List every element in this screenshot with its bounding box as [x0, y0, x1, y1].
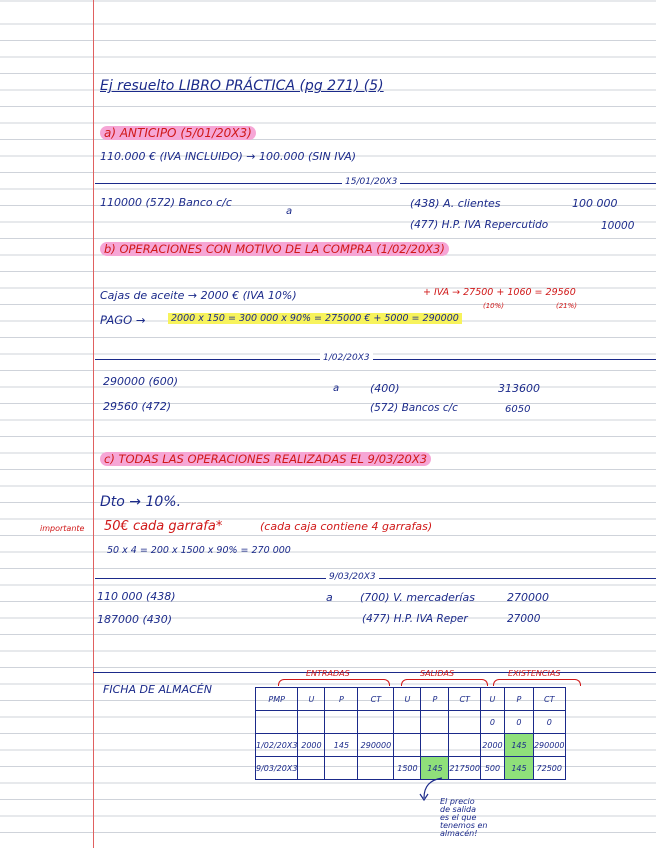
section-c-row1-left: 110 000 (438): [97, 590, 176, 603]
ficha-note-line: El precio: [440, 797, 475, 806]
ficha-cell: 500: [480, 757, 504, 780]
section-c-heading: [100, 452, 431, 466]
section-a-debit: 110000 (572) Banco c/c: [100, 196, 232, 209]
ficha-header-cell: CT: [449, 688, 481, 711]
section-b-date-rule: [95, 359, 656, 360]
ficha-cell: 1/02/20X3: [256, 734, 298, 757]
ficha-header-cell: P: [325, 688, 358, 711]
section-b-row1-a: a: [333, 383, 340, 394]
ficha-cell: 290000: [533, 734, 565, 757]
section-b-row1-left: 290000 (600): [103, 375, 179, 388]
ficha-group-salidas: SALIDAS: [420, 669, 455, 678]
section-c-row1-right: (700) V. mercaderías: [360, 591, 475, 604]
section-b-heading: [100, 242, 449, 256]
ficha-note-line: tenemos en: [440, 821, 488, 830]
section-b-iva-sub2: (21%): [556, 302, 578, 310]
ficha-cell: [449, 711, 481, 734]
section-c-row2-right: (477) H.P. IVA Reper: [362, 613, 468, 625]
ficha-header-cell: U: [298, 688, 325, 711]
importante-label: importante: [40, 524, 85, 533]
section-c-row2-amount: 27000: [507, 613, 541, 625]
section-a-credit2-amount: 10000: [601, 220, 635, 232]
ficha-header-cell: P: [421, 688, 449, 711]
section-a-heading-text: a) ANTICIPO (5/01/20X3): [100, 126, 256, 140]
ficha-header-cell: P: [504, 688, 533, 711]
section-a-credit1: (438) A. clientes: [410, 197, 501, 210]
ficha-cell: 0: [480, 711, 504, 734]
section-b-pago-calc-wrap: [168, 313, 462, 324]
ficha-cell: 72500: [533, 757, 565, 780]
ficha-cell: [325, 711, 358, 734]
section-a-line1: 110.000 € (IVA INCLUIDO) → 100.000 (SIN IVA): [100, 150, 357, 163]
section-c-garrafa: 50€ cada garrafa*: [104, 519, 223, 534]
section-a-a-sign: a: [286, 206, 293, 217]
ficha-group-entradas: ENTRADAS: [306, 669, 350, 678]
section-c-row2-left: 187000 (430): [97, 613, 173, 626]
section-b-row1-right: 313600: [498, 382, 540, 395]
ficha-cell-highlight: 145: [504, 734, 533, 757]
ficha-header-cell: CT: [358, 688, 394, 711]
ficha-cell: 290000: [358, 734, 394, 757]
ficha-cell: 0: [504, 711, 533, 734]
section-b-row2-mid: (572) Bancos c/c: [370, 402, 458, 414]
section-a-credit2: (477) H.P. IVA Repercutido: [410, 219, 549, 231]
ficha-cell: [298, 711, 325, 734]
section-c-date: 9/03/20X3: [326, 572, 379, 582]
section-b-row2-right: 6050: [505, 404, 531, 415]
ficha-table: [255, 687, 566, 780]
ficha-rule: [93, 672, 656, 673]
ficha-cell: 9/03/20X3: [256, 757, 298, 780]
ficha-cell: 217500: [449, 757, 481, 780]
section-b-row1-mid: (400): [370, 382, 400, 395]
section-c-calc: 50 x 4 = 200 x 1500 x 90% = 270 000: [107, 545, 291, 556]
ficha-cell: 0: [533, 711, 565, 734]
ficha-header-cell: U: [480, 688, 504, 711]
section-b-heading-text: b) OPERACIONES CON MOTIVO DE LA COMPRA (1/02/20X3): [100, 242, 449, 256]
section-a-heading: [100, 126, 256, 140]
salidas-brace: [401, 679, 488, 686]
section-a-date: 15/01/20X3: [342, 177, 400, 187]
ficha-header-cell: CT: [533, 688, 565, 711]
section-c-dto: Dto → 10%.: [100, 494, 182, 510]
ficha-cell: [358, 711, 394, 734]
ficha-group-existencias: EXISTENCIAS: [508, 669, 561, 678]
ficha-header-row: [256, 688, 566, 711]
ficha-row: [256, 734, 566, 757]
margin-line: [93, 0, 94, 848]
ficha-cell: [449, 734, 481, 757]
ficha-label: FICHA DE ALMACÉN: [103, 683, 212, 696]
section-c-heading-text: c) TODAS LAS OPERACIONES REALIZADAS EL 9/03/20X3: [100, 452, 431, 466]
ficha-row: [256, 757, 566, 780]
ficha-row: [256, 711, 566, 734]
page-title: Ej resuelto LIBRO PRÁCTICA (pg 271) (5): [100, 78, 384, 94]
section-b-row2-left: 29560 (472): [103, 400, 172, 413]
ficha-cell: [358, 757, 394, 780]
ficha-cell: [256, 711, 298, 734]
section-b-cajas: Cajas de aceite → 2000 € (IVA 10%): [100, 289, 297, 302]
ficha-cell: 2000: [480, 734, 504, 757]
section-b-date: 1/02/20X3: [320, 353, 373, 363]
ficha-cell-highlight: 145: [421, 757, 449, 780]
ficha-cell: 1500: [394, 757, 421, 780]
ficha-note-line: de salida: [440, 805, 477, 814]
section-c-row1-amount: 270000: [507, 591, 549, 604]
ficha-cell-highlight: 145: [504, 757, 533, 780]
existencias-brace: [493, 679, 581, 686]
section-c-garrafa-note: (cada caja contiene 4 garrafas): [260, 520, 433, 533]
ficha-cell: [421, 734, 449, 757]
section-c-row1-a: a: [326, 591, 333, 604]
ficha-note: [440, 798, 487, 838]
section-b-pago-calc: 2000 x 150 = 300 000 x 90% = 275000 € + 5000 = 290000: [168, 313, 462, 324]
ficha-header-pmp: PMP: [256, 688, 298, 711]
ficha-cell: [394, 734, 421, 757]
ficha-cell: 145: [325, 734, 358, 757]
entradas-brace: [278, 679, 390, 686]
ficha-note-line: es el que: [440, 813, 477, 822]
ficha-cell: [421, 711, 449, 734]
ficha-cell: [325, 757, 358, 780]
section-b-pago-label: PAGO →: [100, 313, 146, 327]
ficha-cell: [394, 711, 421, 734]
ficha-cell: [298, 757, 325, 780]
ficha-note-line: almacén!: [440, 829, 478, 838]
ficha-header-cell: U: [394, 688, 421, 711]
section-b-iva-sub1: (10%): [483, 302, 505, 310]
ficha-cell: 2000: [298, 734, 325, 757]
section-a-credit1-amount: 100 000: [572, 197, 618, 210]
section-b-iva-note: + IVA → 27500 + 1060 = 29560: [423, 287, 576, 298]
